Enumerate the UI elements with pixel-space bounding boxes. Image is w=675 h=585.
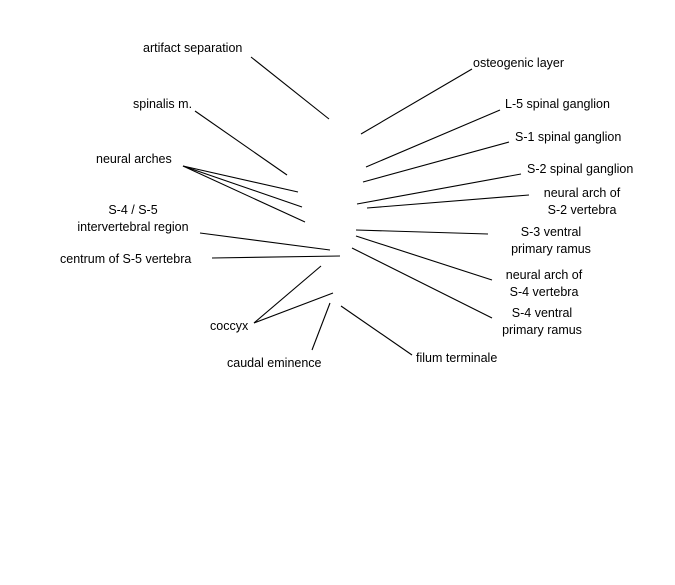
leader-neural-arches-1: [183, 166, 298, 192]
label-filum-terminale: filum terminale: [416, 351, 498, 365]
leader-coccyx-1: [254, 266, 321, 323]
leader-s3-ventral-ramus: [356, 230, 488, 234]
label-artifact-separation: artifact separation: [143, 41, 243, 55]
label-s2-spinal-ganglion: S-2 spinal ganglion: [527, 162, 634, 176]
label-caudal-eminence: caudal eminence: [227, 356, 322, 370]
label-coccyx: coccyx: [210, 319, 249, 333]
label-neural-arch-s2-line-1: neural arch of: [543, 186, 621, 200]
leader-neural-arches-2: [183, 166, 302, 207]
label-s4-s5-line-2: intervertebral region: [77, 220, 189, 234]
leader-neural-arch-s2: [367, 195, 529, 208]
label-spinalis-m: spinalis m.: [133, 97, 193, 111]
label-neural-arch-s4-line-1: neural arch of: [505, 268, 583, 282]
label-s1-spinal-ganglion: S-1 spinal ganglion: [515, 130, 622, 144]
label-s4-s5-line-1: S-4 / S-5: [108, 203, 158, 217]
leader-caudal-eminence: [312, 303, 330, 350]
leader-s2-spinal-ganglion: [357, 174, 521, 204]
leader-artifact-separation: [251, 57, 329, 119]
leader-s4-s5-intervertebral: [200, 233, 330, 250]
leader-coccyx-2: [254, 293, 333, 323]
label-neural-arches: neural arches: [96, 152, 172, 166]
label-neural-arch-s2-vertebra: [527, 185, 637, 219]
label-neural-arch-s4-line-2: S-4 vertebra: [509, 285, 579, 299]
leader-s1-spinal-ganglion: [363, 142, 509, 182]
leader-osteogenic-layer: [361, 69, 472, 134]
label-s3-ventral-line-1: S-3 ventral: [520, 225, 582, 239]
label-s4-ventral-line-1: S-4 ventral: [511, 306, 573, 320]
leader-spinalis-m: [195, 111, 287, 175]
label-l5-spinal-ganglion: L-5 spinal ganglion: [505, 97, 610, 111]
label-osteogenic-layer: osteogenic layer: [473, 56, 565, 70]
leader-s4-ventral-ramus: [352, 248, 492, 318]
label-centrum-s5-vertebra: centrum of S-5 vertebra: [60, 252, 192, 266]
label-s3-ventral-primary-ramus: [486, 224, 616, 258]
label-s4-s5-intervertebral-region: [58, 202, 208, 236]
label-s3-ventral-line-2: primary ramus: [511, 242, 591, 256]
label-s4-ventral-primary-ramus: [477, 305, 607, 339]
leader-l5-spinal-ganglion: [366, 110, 500, 167]
label-s4-ventral-line-2: primary ramus: [502, 323, 582, 337]
leader-filum-terminale: [341, 306, 412, 355]
label-neural-arch-s4-vertebra: [489, 267, 599, 301]
label-neural-arch-s2-line-2: S-2 vertebra: [547, 203, 617, 217]
leader-centrum-s5: [212, 256, 340, 258]
leader-neural-arch-s4: [356, 236, 492, 280]
